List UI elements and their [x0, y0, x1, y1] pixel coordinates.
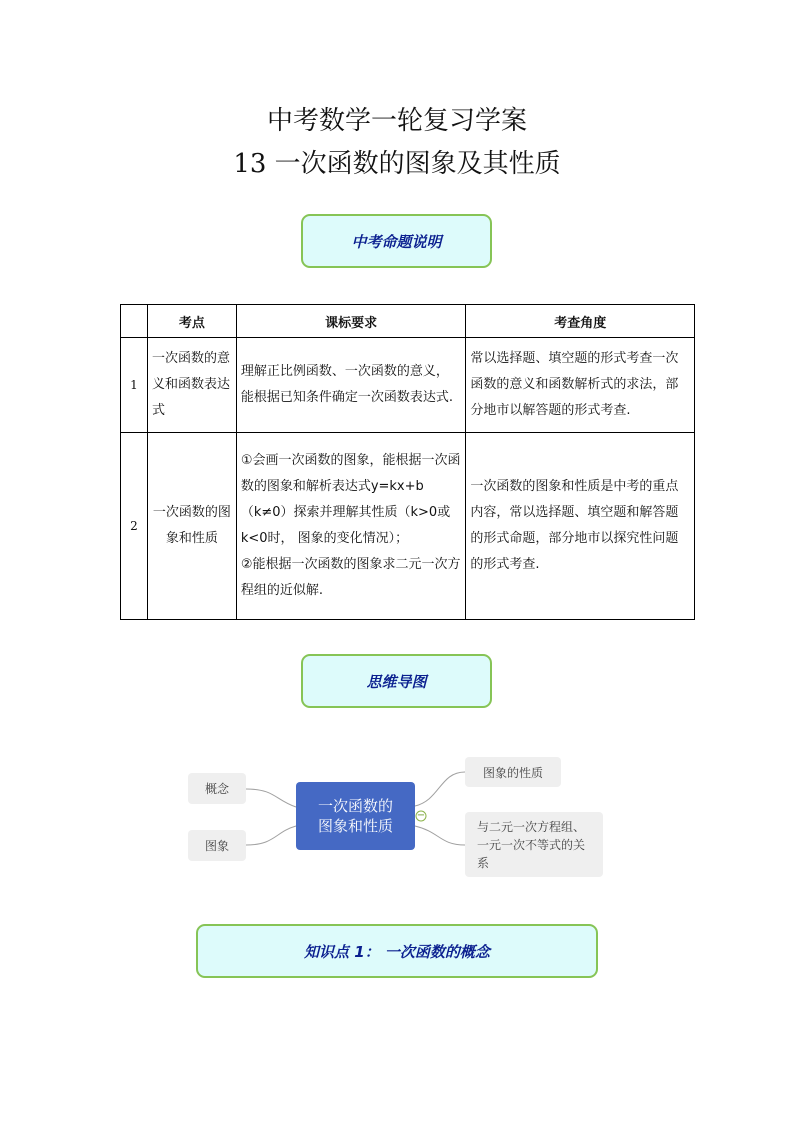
table-header-requirement: 课标要求 [236, 305, 466, 338]
mind-map-label: 思维导图 [366, 672, 427, 691]
mindmap-node-relations: 与二元一次方程组、一元一次不等式的关系 [465, 812, 603, 877]
document-subtitle: 13 一次函数的图象及其性质 [233, 149, 561, 179]
row-point: 一次函数的意义和函数表达式 [147, 338, 236, 433]
row-requirement: ①会画一次函数的图象，能根据一次函数的图象和解析表达式y=kx+b（k≠0）探索并理解其性质（k>0或k<0时， 图象的变化情况）； ②能根据一次函数的图象求二元一次方程组的近似解. [236, 433, 466, 620]
mindmap-node-graph: 图象 [188, 830, 246, 861]
collapse-symbol: − [416, 810, 426, 821]
row-number: 1 [121, 338, 148, 433]
table-header-angle: 考查角度 [466, 305, 695, 338]
document-title: 中考数学一轮复习学案 [266, 106, 527, 136]
mindmap-center-node: 一次函数的 图象和性质 [296, 782, 415, 850]
knowledge-point-label: 知识点 1： 一次函数的概念 [304, 942, 490, 961]
row-angle: 常以选择题、填空题的形式考查一次函数的意义和函数解析式的求法，部分地市以解答题的形式考查. [466, 338, 695, 433]
mindmap-node-properties: 图象的性质 [465, 757, 561, 787]
row-angle: 一次函数的图象和性质是中考的重点内容，常以选择题、填空题和解答题的形式命题，部分地市以探究性问题的形式考查. [466, 433, 695, 620]
mindmap-node-concept: 概念 [188, 773, 246, 804]
knowledge-point-banner [196, 924, 598, 978]
exam-notes-label: 中考命题说明 [351, 232, 442, 251]
row-number: 2 [121, 433, 148, 620]
row-point: 一次函数的图象和性质 [147, 433, 236, 620]
row-requirement: 理解正比例函数、一次函数的意义，能根据已知条件确定一次函数表达式. [236, 338, 466, 433]
table-header-point: 考点 [147, 305, 236, 338]
